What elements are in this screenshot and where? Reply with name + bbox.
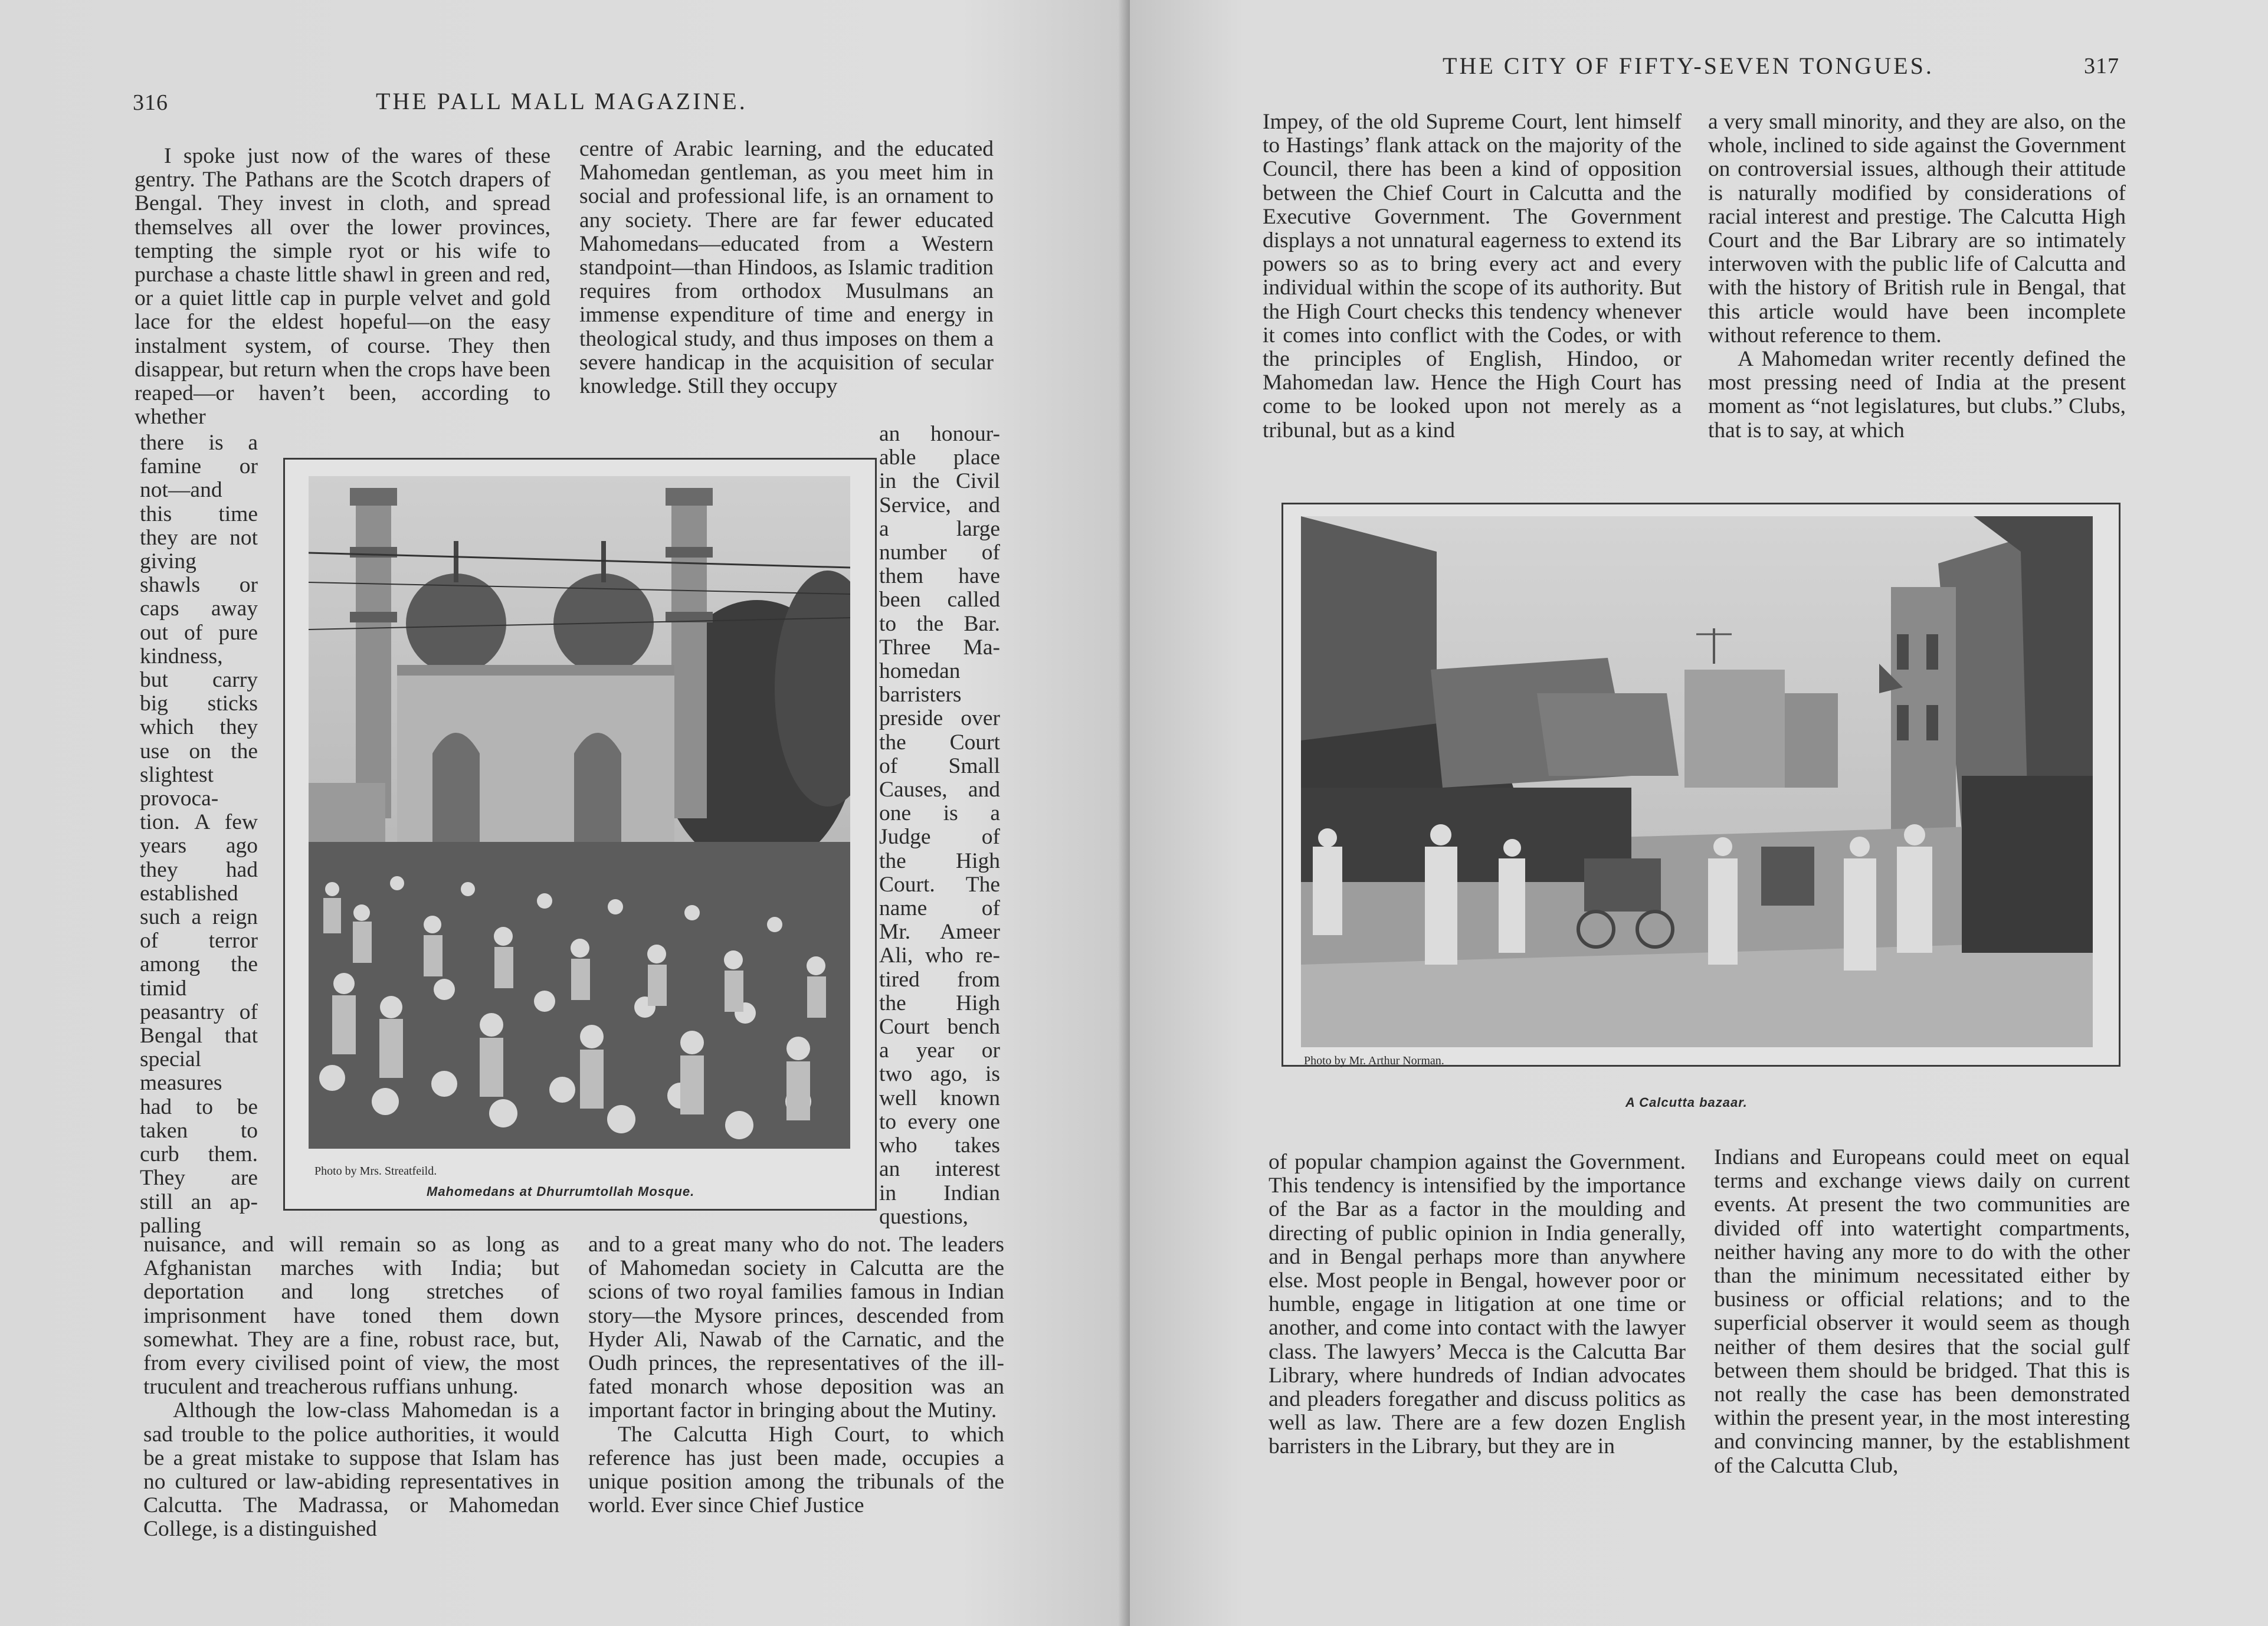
narrow-line: two ago, is — [879, 1062, 1000, 1087]
right-col2-bottom — [1714, 1146, 2130, 1478]
narrow-line: they are not — [140, 525, 258, 550]
narrow-line: Ali, who re- — [879, 943, 1000, 968]
narrow-line: an interest — [879, 1157, 1000, 1182]
left-col1-narrow — [140, 431, 258, 1238]
narrow-line: there is a — [140, 431, 258, 455]
narrow-line: of terror — [140, 929, 258, 953]
narrow-line: homedan — [879, 659, 961, 684]
narrow-line: an honour- — [879, 422, 1000, 446]
photo-caption: A Calcutta bazaar. — [1625, 1095, 1748, 1110]
bazaar-photo — [1301, 516, 2093, 1047]
right-page — [1130, 0, 2268, 1626]
narrow-line: Three Ma- — [879, 635, 1000, 660]
left-col1-top — [135, 145, 550, 429]
narrow-line: which they — [140, 715, 258, 740]
narrow-line: out of pure — [140, 620, 258, 645]
narrow-line: palling — [140, 1213, 202, 1238]
narrow-line: taken to — [140, 1118, 258, 1143]
narrow-line: they had — [140, 857, 258, 882]
left-col2-bottom — [588, 1233, 1004, 1517]
narrow-line: to every one — [879, 1109, 1000, 1134]
narrow-line: years ago — [140, 834, 258, 858]
narrow-line: this time — [140, 501, 258, 526]
narrow-line: shawls or — [140, 573, 258, 598]
left-col1-bottom — [143, 1233, 559, 1542]
narrow-line: slightest — [140, 762, 214, 787]
narrow-line: giving — [140, 549, 196, 574]
right-col1-top — [1263, 110, 1682, 442]
paragraph: A Mahomedan writer recently defined the most pressing need of India at the present moment as “not legislatures, but clubs.” Clubs, that is to say, at which — [1708, 347, 2126, 442]
paragraph: and to a great many who do not. The leaders of Mahomedan society in Calcutta are the scions of two royal families famous in Indian story—the Mysore princes, descended from Hyder Ali, Nawab of the Carnatic, and the Oudh princes, the representatives of the ill-fated monarch whose deposition was an important factor in bringing about the Mutiny. — [588, 1232, 1004, 1423]
narrow-line: well known — [879, 1086, 1000, 1110]
narrow-line: them have — [879, 564, 1000, 589]
narrow-line: caps away — [140, 596, 258, 621]
paragraph: Impey, of the old Supreme Court, lent himself to Hastings’ flank attack on the majority of the Council, there has been a kind of opposition between the Chief Court in Calcutta and the Executive Government. The Government displays a not unnatural eagerness to extend its powers so as to bring every act and every individual within the scope of its authority. But the High Court checks this tendency whenever it comes into conflict with the Codes, or with the principles of English, Hindoo, or Mahomedan law. Hence the High Court has come to be looked upon not merely as a tribunal, but as a kind — [1263, 110, 1682, 442]
narrow-line: who takes — [879, 1133, 1000, 1158]
narrow-line: timid — [140, 976, 187, 1001]
paragraph: of popular champion against the Government. This tendency is intensified by the importance of the Bar as a factor in the moulding and directing of public opinion in India generally, and in Bengal perhaps more than anywhere else. Most people in Bengal, however poor or humble, engage in litigation at one time or another, and come into contact with the lawyer class. The lawyers’ Mecca is the Calcutta Bar Library, where hundreds of Indian advocates and pleaders foregather and discuss politics as well as law. There are a few dozen English barristers in the Library, but they are in — [1269, 1150, 1686, 1459]
photo-credit: Photo by Mrs. Streatfeild. — [314, 1165, 437, 1178]
narrow-line: the Court — [879, 730, 1000, 755]
narrow-line: such a reign — [140, 905, 258, 930]
narrow-line: not—and — [140, 478, 222, 503]
narrow-line: name of — [879, 896, 1000, 921]
left-page — [0, 0, 1130, 1626]
narrow-line: special — [140, 1047, 202, 1072]
narrow-line: curb them. — [140, 1142, 258, 1167]
narrow-line: Court. The — [879, 872, 1000, 897]
narrow-line: measures — [140, 1071, 222, 1096]
photo-caption: Mahomedans at Dhurrumtollah Mosque. — [427, 1184, 695, 1199]
paragraph: nuisance, and will remain so as long as Afghanistan marches with India; but deportation and long stretches of imprisonment have toned them down somewhat. They are a fine, robust race, but, from every civilised point of view, the most truculent and treacherous ruffians unhung. — [143, 1232, 559, 1399]
narrow-line: Court bench — [879, 1015, 1000, 1040]
mosque-photo-frame — [283, 458, 877, 1211]
running-head: THE PALL MALL MAGAZINE. — [376, 88, 748, 114]
paragraph: Although the low-class Mahomedan is a sad trouble to the police authorities, it would be a great mistake to suppose that Islam has no cultured or law-abiding representatives in Calcutta. The Madrassa, or Mahomedan College, is a distinguished — [143, 1398, 559, 1542]
narrow-line: established — [140, 881, 238, 906]
narrow-line: but carry — [140, 668, 258, 693]
bazaar-photo-frame — [1282, 503, 2120, 1067]
narrow-line: number of — [879, 540, 1000, 565]
left-col2-top — [579, 137, 994, 398]
narrow-line: a year or — [879, 1038, 1000, 1063]
running-head: THE CITY OF FIFTY-SEVEN TONGUES. — [1443, 53, 1934, 79]
narrow-line: preside over — [879, 706, 1000, 731]
narrow-line: to the Bar. — [879, 611, 1000, 636]
narrow-line: still an ap- — [140, 1189, 258, 1214]
narrow-line: had to be — [140, 1094, 258, 1119]
narrow-line: provoca- — [140, 786, 219, 811]
narrow-line: Service, and — [879, 493, 1000, 517]
narrow-line: They are — [140, 1166, 258, 1191]
narrow-line: Causes, and — [879, 778, 1000, 802]
narrow-line: been called — [879, 588, 1000, 612]
right-col2-top — [1708, 110, 2126, 442]
narrow-line: peasantry of — [140, 999, 258, 1024]
narrow-line: use on the — [140, 739, 258, 763]
photo-credit: Photo by Mr. Arthur Norman. — [1304, 1054, 1444, 1067]
narrow-line: one is a — [879, 801, 1000, 826]
narrow-line: barristers — [879, 683, 962, 707]
narrow-line: Mr. Ameer — [879, 920, 1000, 945]
narrow-line: kindness, — [140, 644, 223, 668]
page-number: 316 — [133, 90, 168, 115]
narrow-line: a large — [879, 516, 1000, 541]
narrow-line: famine or — [140, 454, 258, 479]
left-col2-narrow — [879, 422, 1000, 1229]
narrow-line: among the — [140, 952, 258, 977]
narrow-line: questions, — [879, 1204, 969, 1229]
page-number: 317 — [2084, 54, 2119, 78]
narrow-line: tion. A few — [140, 810, 258, 835]
paragraph: Indians and Europeans could meet on equal terms and exchange views daily on current events. At present the two communities are divided off into watertight compartments, neither having any more to do with the other than the minimum necessitated either by business or official relations; and to the superficial observer it would seem as though neither of them desires that the social gulf between them should be bridged. That this is not really the case has been demonstrated within the present year, in the most interesting and convincing manner, by the establishment of the Calcutta Club, — [1714, 1145, 2130, 1478]
mosque-photo — [309, 476, 850, 1149]
narrow-line: tired from — [879, 967, 1000, 992]
narrow-line: in the Civil — [879, 469, 1000, 494]
narrow-line: the High — [879, 991, 1000, 1015]
narrow-line: Judge of — [879, 825, 1000, 850]
paragraph: The Calcutta High Court, to which reference has just been made, occupies a unique position among the tribunals of the world. Ever since Chief Justice — [588, 1422, 1004, 1518]
narrow-line: able place — [879, 445, 1000, 470]
paragraph: a very small minority, and they are also, on the whole, inclined to side against the Government on controversial issues, although their attitude is naturally modified by considerations of racial interest and prestige. The Calcutta High Court and the Bar Library are so intimately interwoven with the public life of Calcutta and with the history of British rule in Bengal, that this article would have been incomplete without reference to them. — [1708, 110, 2126, 348]
paragraph: centre of Arabic learning, and the educated Mahomedan gentleman, as you meet him in social and professional life, is an ornament to any society. There are far fewer educated Mahomedans—educated from a Western standpoint—than Hindoos, as Islamic tradition requires from orthodox Musulmans an immense expenditure of time and energy in theological study, and thus imposes on them a severe handicap in the acquisition of secular knowledge. Still they occupy — [579, 137, 994, 399]
narrow-line: the High — [879, 848, 1000, 873]
narrow-line: big sticks — [140, 691, 258, 716]
right-col1-bottom — [1269, 1150, 1686, 1459]
narrow-line: Bengal that — [140, 1024, 258, 1048]
narrow-line: of Small — [879, 753, 1000, 778]
paragraph: I spoke just now of the wares of these gentry. The Pathans are the Scotch drapers of Bengal. They invest in cloth, and spread themselves all over the lower provinces, tempting the simple ryot or his wife to purchase a chaste little shawl in green and red, or a quiet little cap in purple velvet and gold lace for the eldest hopeful—on the easy instalment system, of course. They then disappear, but return when the crops have been reaped—or haven’t been, according to whether — [135, 144, 550, 430]
narrow-line: in Indian — [879, 1181, 1000, 1205]
